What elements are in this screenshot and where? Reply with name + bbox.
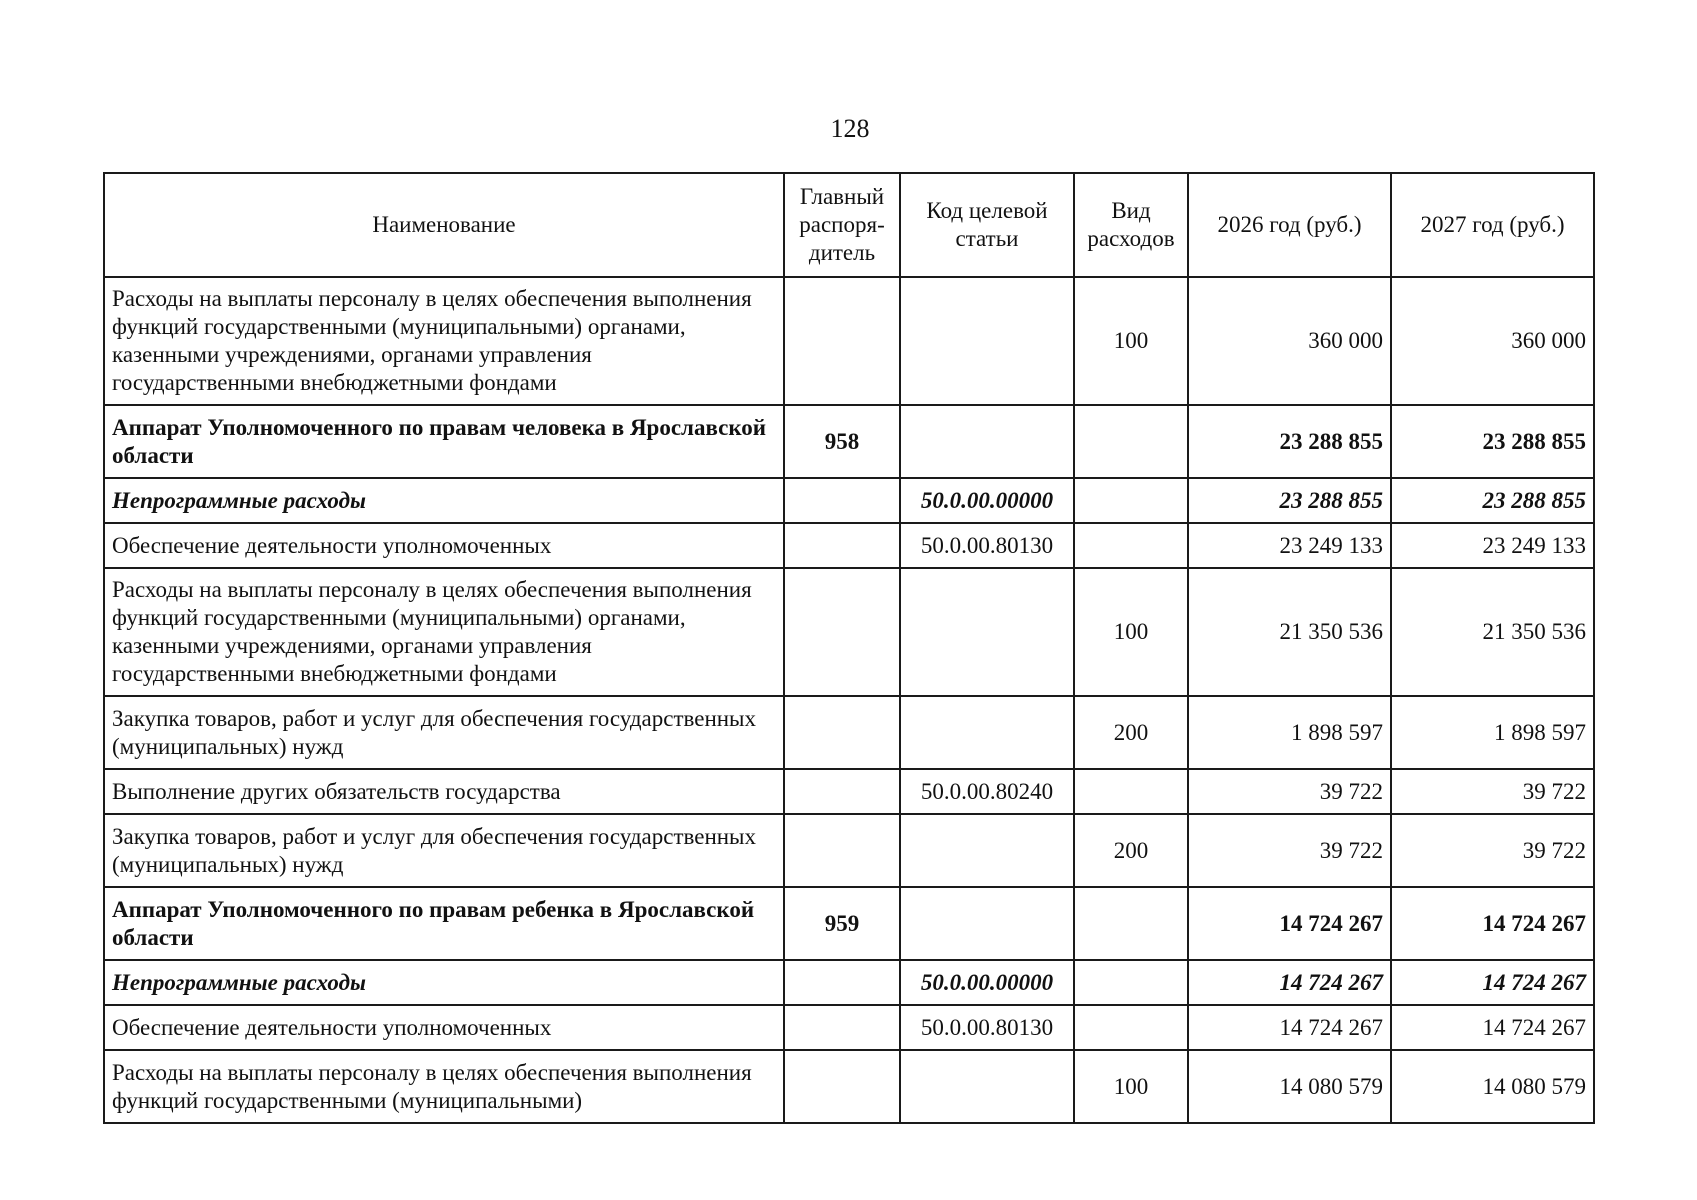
row-grbs [784, 960, 900, 1005]
row-grbs [784, 1005, 900, 1050]
row-amount-2026: 1 898 597 [1188, 696, 1391, 769]
row-kind [1074, 769, 1188, 814]
row-kind [1074, 960, 1188, 1005]
row-kind [1074, 478, 1188, 523]
row-code [900, 814, 1074, 887]
row-kind: 100 [1074, 277, 1188, 405]
table-row [104, 1005, 1594, 1050]
row-code: 50.0.00.00000 [900, 478, 1074, 523]
row-name: Обеспечение деятельности уполномоченных [104, 523, 784, 568]
row-name: Расходы на выплаты персоналу в целях обеспечения выполнения функций государственными (муниципальными) органами, казенными учреждениями, органами управления государственными внебюджетными фондами [104, 277, 784, 405]
row-code: 50.0.00.00000 [900, 960, 1074, 1005]
table-row [104, 814, 1594, 887]
row-grbs [784, 277, 900, 405]
row-grbs [784, 568, 900, 696]
row-code [900, 277, 1074, 405]
row-amount-2026: 21 350 536 [1188, 568, 1391, 696]
header-year-2026: 2026 год (руб.) [1188, 173, 1391, 277]
row-amount-2027: 23 249 133 [1391, 523, 1594, 568]
row-amount-2026: 360 000 [1188, 277, 1391, 405]
row-name: Аппарат Уполномоченного по правам человека в Ярославской области [104, 405, 784, 478]
row-kind: 100 [1074, 1050, 1188, 1123]
row-code [900, 1050, 1074, 1123]
row-kind [1074, 887, 1188, 960]
row-code [900, 887, 1074, 960]
row-code [900, 405, 1074, 478]
row-amount-2027: 23 288 855 [1391, 405, 1594, 478]
row-kind [1074, 1005, 1188, 1050]
table-row [104, 960, 1594, 1005]
row-name: Закупка товаров, работ и услуг для обеспечения государственных (муниципальных) нужд [104, 814, 784, 887]
header-name: Наименование [104, 173, 784, 277]
row-amount-2026: 39 722 [1188, 769, 1391, 814]
table-row [104, 277, 1594, 405]
table-row [104, 478, 1594, 523]
row-amount-2026: 23 288 855 [1188, 478, 1391, 523]
row-grbs [784, 478, 900, 523]
row-amount-2026: 23 249 133 [1188, 523, 1391, 568]
table-row [104, 1050, 1594, 1123]
row-amount-2027: 23 288 855 [1391, 478, 1594, 523]
table-row [104, 523, 1594, 568]
row-code [900, 696, 1074, 769]
header-year-2027: 2027 год (руб.) [1391, 173, 1594, 277]
row-kind: 100 [1074, 568, 1188, 696]
row-amount-2026: 39 722 [1188, 814, 1391, 887]
row-amount-2027: 39 722 [1391, 769, 1594, 814]
row-name: Непрограммные расходы [104, 960, 784, 1005]
row-grbs [784, 523, 900, 568]
row-name: Закупка товаров, работ и услуг для обеспечения государственных (муниципальных) нужд [104, 696, 784, 769]
table-row [104, 405, 1594, 478]
row-grbs [784, 769, 900, 814]
table-row [104, 769, 1594, 814]
row-grbs: 958 [784, 405, 900, 478]
row-amount-2026: 14 724 267 [1188, 960, 1391, 1005]
row-amount-2026: 14 080 579 [1188, 1050, 1391, 1123]
header-kind: Вид расходов [1074, 173, 1188, 277]
row-name: Аппарат Уполномоченного по правам ребенка в Ярославской области [104, 887, 784, 960]
row-grbs [784, 696, 900, 769]
row-code: 50.0.00.80130 [900, 1005, 1074, 1050]
row-kind [1074, 523, 1188, 568]
row-amount-2026: 23 288 855 [1188, 405, 1391, 478]
row-code: 50.0.00.80240 [900, 769, 1074, 814]
row-amount-2027: 14 080 579 [1391, 1050, 1594, 1123]
row-name: Непрограммные расходы [104, 478, 784, 523]
budget-table [103, 172, 1595, 1124]
page-number: 128 [830, 114, 870, 143]
row-code [900, 568, 1074, 696]
row-name: Расходы на выплаты персоналу в целях обеспечения выполнения функций государственными (муниципальными) органами, казенными учреждениями, органами управления государственными внебюджетными фондами [104, 568, 784, 696]
row-kind: 200 [1074, 696, 1188, 769]
row-grbs [784, 814, 900, 887]
row-grbs [784, 1050, 900, 1123]
row-amount-2026: 14 724 267 [1188, 887, 1391, 960]
row-amount-2026: 14 724 267 [1188, 1005, 1391, 1050]
row-name: Обеспечение деятельности уполномоченных [104, 1005, 784, 1050]
header-grbs: Главный распоря-дитель [784, 173, 900, 277]
row-code: 50.0.00.80130 [900, 523, 1074, 568]
row-amount-2027: 14 724 267 [1391, 1005, 1594, 1050]
row-kind [1074, 405, 1188, 478]
row-name: Расходы на выплаты персоналу в целях обеспечения выполнения функций государственными (муниципальными) [104, 1050, 784, 1123]
table-row [104, 568, 1594, 696]
row-grbs: 959 [784, 887, 900, 960]
row-name: Выполнение других обязательств государства [104, 769, 784, 814]
row-amount-2027: 14 724 267 [1391, 887, 1594, 960]
table-row [104, 696, 1594, 769]
table-row [104, 887, 1594, 960]
row-amount-2027: 39 722 [1391, 814, 1594, 887]
row-amount-2027: 360 000 [1391, 277, 1594, 405]
row-amount-2027: 14 724 267 [1391, 960, 1594, 1005]
row-amount-2027: 21 350 536 [1391, 568, 1594, 696]
row-amount-2027: 1 898 597 [1391, 696, 1594, 769]
row-kind: 200 [1074, 814, 1188, 887]
header-code: Код целевой статьи [900, 173, 1074, 277]
table-header-row [104, 173, 1594, 277]
